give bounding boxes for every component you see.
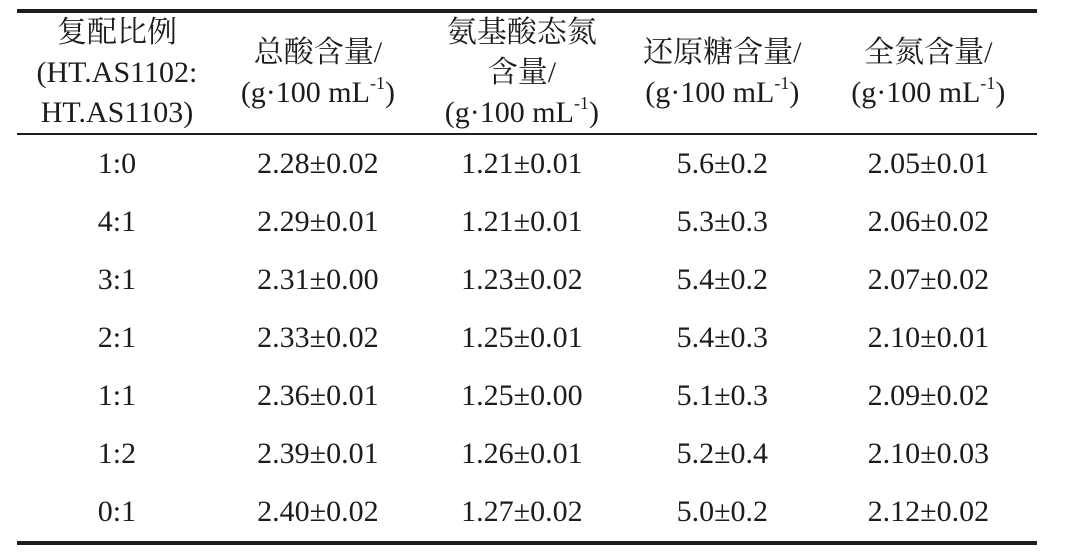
cell-ratio: 2:1 xyxy=(97,321,137,354)
unit-open: (g·100 mL xyxy=(444,96,574,129)
unit-superscript: -1 xyxy=(369,73,385,93)
unit-superscript: -1 xyxy=(573,93,589,113)
unit-open: (g·100 mL xyxy=(240,76,370,109)
cell-total-acid: 2.36±0.01 xyxy=(257,379,379,412)
unit-close: ) xyxy=(995,76,1006,109)
unit-open: (g·100 mL xyxy=(645,76,775,109)
cell-total-acid: 2.39±0.01 xyxy=(257,437,379,470)
cell-total-nitrogen: 2.12±0.02 xyxy=(867,495,990,528)
cell-total-acid: 2.31±0.00 xyxy=(257,263,379,296)
header-unit xyxy=(419,93,625,133)
cell-total-nitrogen: 2.09±0.02 xyxy=(867,379,990,412)
cell-total-nitrogen: 2.05±0.01 xyxy=(867,147,990,180)
cell-ratio: 0:1 xyxy=(97,495,137,528)
table-row xyxy=(17,367,1037,425)
table-row xyxy=(17,483,1037,543)
cell-amino-acid-nitrogen: 1.21±0.01 xyxy=(461,147,583,180)
header-title: 总酸含量/ xyxy=(253,36,383,69)
cell-ratio: 4:1 xyxy=(97,205,137,238)
cell-amino-acid-nitrogen: 1.25±0.01 xyxy=(461,321,583,354)
table-header xyxy=(17,11,1037,134)
cell-reducing-sugar: 5.0±0.2 xyxy=(676,495,769,528)
cell-reducing-sugar: 5.4±0.3 xyxy=(676,321,769,354)
table-row xyxy=(17,193,1037,251)
cell-total-nitrogen: 2.10±0.03 xyxy=(867,437,990,470)
cell-ratio: 3:1 xyxy=(97,263,137,296)
column-header-total-nitrogen xyxy=(820,11,1037,134)
cell-reducing-sugar: 5.1±0.3 xyxy=(676,379,769,412)
cell-total-acid: 2.28±0.02 xyxy=(257,147,379,180)
cell-reducing-sugar: 5.6±0.2 xyxy=(676,147,769,180)
cell-amino-acid-nitrogen: 1.27±0.02 xyxy=(461,495,583,528)
cell-ratio: 1:0 xyxy=(97,147,137,180)
header-unit xyxy=(625,73,820,113)
column-header-total-acid xyxy=(217,11,419,134)
cell-reducing-sugar: 5.4±0.2 xyxy=(676,263,769,296)
cell-reducing-sugar: 5.3±0.3 xyxy=(676,205,769,238)
results-table xyxy=(17,9,1037,545)
table-row xyxy=(17,251,1037,309)
table-row xyxy=(17,134,1037,193)
table-body xyxy=(17,134,1037,543)
cell-amino-acid-nitrogen: 1.26±0.01 xyxy=(461,437,583,470)
column-header-reducing-sugar xyxy=(625,11,820,134)
header-title: 含量/ xyxy=(487,56,557,89)
header-line: 复配比例 xyxy=(56,16,177,49)
unit-superscript: -1 xyxy=(774,73,790,93)
cell-reducing-sugar: 5.2±0.4 xyxy=(676,437,769,470)
cell-amino-acid-nitrogen: 1.23±0.02 xyxy=(461,263,583,296)
header-title: 全氮含量/ xyxy=(864,36,993,69)
table-row xyxy=(17,309,1037,367)
header-unit xyxy=(217,73,419,113)
unit-close: ) xyxy=(384,76,395,109)
header-unit xyxy=(820,73,1037,113)
unit-open: (g·100 mL xyxy=(851,76,981,109)
column-header-amino-acid-nitrogen xyxy=(419,11,625,134)
cell-total-acid: 2.33±0.02 xyxy=(257,321,379,354)
table-row xyxy=(17,425,1037,483)
cell-total-nitrogen: 2.06±0.02 xyxy=(867,205,990,238)
unit-close: ) xyxy=(588,96,599,129)
unit-superscript: -1 xyxy=(980,73,996,93)
cell-total-nitrogen: 2.07±0.02 xyxy=(867,263,990,296)
column-header-ratio xyxy=(17,11,217,134)
cell-total-nitrogen: 2.10±0.01 xyxy=(867,321,990,354)
cell-ratio: 1:2 xyxy=(97,437,137,470)
unit-close: ) xyxy=(789,76,800,109)
header-line: (HT.AS1102: xyxy=(36,56,198,89)
header-title: 还原糖含量/ xyxy=(643,36,802,69)
cell-total-acid: 2.40±0.02 xyxy=(257,495,379,528)
cell-amino-acid-nitrogen: 1.25±0.00 xyxy=(461,379,583,412)
header-row xyxy=(17,11,1037,134)
header-title: 氨基酸态氮 xyxy=(446,16,597,49)
cell-amino-acid-nitrogen: 1.21±0.01 xyxy=(461,205,583,238)
header-line: HT.AS1103) xyxy=(40,96,194,129)
cell-total-acid: 2.29±0.01 xyxy=(257,205,379,238)
cell-ratio: 1:1 xyxy=(97,379,137,412)
